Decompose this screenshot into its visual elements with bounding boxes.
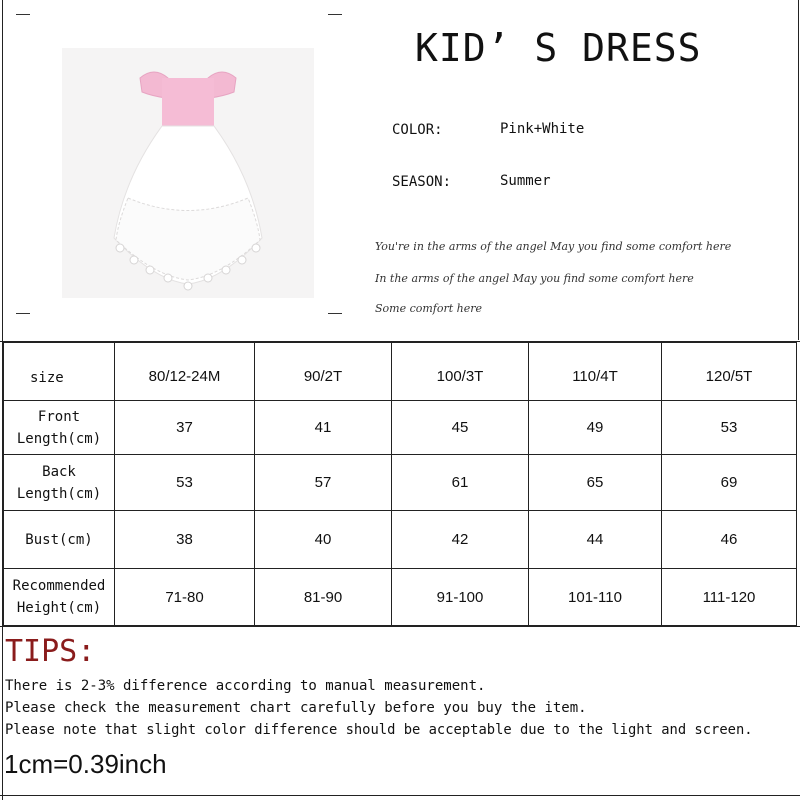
table-cell: 65 bbox=[529, 455, 662, 511]
table-cell: 45 bbox=[392, 401, 529, 455]
table-header-row bbox=[4, 343, 797, 401]
table-cell: 53 bbox=[115, 455, 255, 511]
header-cell-size: size bbox=[4, 343, 115, 401]
header-cell-size-option: 80/12-24M bbox=[115, 343, 255, 401]
slogan-line: In the arms of the angel May you find some comfort here bbox=[375, 272, 694, 285]
tip-line: Please check the measurement chart carefully before you buy the item. bbox=[5, 700, 587, 716]
table-row bbox=[4, 401, 797, 455]
table-cell: 49 bbox=[529, 401, 662, 455]
row-label-line: Height(cm) bbox=[16, 600, 102, 616]
table-cell: 57 bbox=[255, 455, 392, 511]
header-cell-size-option: 90/2T bbox=[255, 343, 392, 401]
table-cell: 61 bbox=[392, 455, 529, 511]
table-cell: 71-80 bbox=[115, 569, 255, 626]
row-label-line: Recommended bbox=[12, 578, 106, 594]
dress-photo bbox=[62, 48, 314, 298]
footer-divider bbox=[0, 795, 800, 796]
product-photo-frame bbox=[16, 14, 342, 314]
row-label-line: Bust(cm) bbox=[25, 531, 93, 548]
header-cell-size-option: 110/4T bbox=[529, 343, 662, 401]
table-row bbox=[4, 569, 797, 626]
table-bottom-divider bbox=[0, 626, 800, 627]
slogan-line: You're in the arms of the angel May you find some comfort here bbox=[375, 240, 732, 253]
table-cell: 38 bbox=[115, 511, 255, 569]
dress-illustration bbox=[62, 48, 314, 298]
tips-heading: TIPS: bbox=[5, 634, 96, 669]
table-cell: 42 bbox=[392, 511, 529, 569]
row-label-line: Front bbox=[37, 408, 81, 425]
row-label-back-length bbox=[4, 455, 115, 511]
table-cell: 41 bbox=[255, 401, 392, 455]
table-cell: 111-120 bbox=[662, 569, 797, 626]
row-label-line: Length(cm) bbox=[16, 485, 102, 502]
table-row bbox=[4, 511, 797, 569]
table-cell: 53 bbox=[662, 401, 797, 455]
unit-conversion: 1cm=0.39inch bbox=[4, 749, 167, 779]
table-cell: 69 bbox=[662, 455, 797, 511]
row-label-line: Length(cm) bbox=[16, 430, 102, 447]
tip-line: Please note that slight color difference should be acceptable due to the light and screen. bbox=[5, 722, 753, 738]
table-cell: 37 bbox=[115, 401, 255, 455]
product-title: KID’ S DRESS bbox=[415, 26, 702, 70]
table-cell: 101-110 bbox=[529, 569, 662, 626]
table-cell: 44 bbox=[529, 511, 662, 569]
table-cell: 81-90 bbox=[255, 569, 392, 626]
row-label-recommended-height bbox=[4, 569, 115, 626]
frame-right-line bbox=[798, 0, 799, 340]
row-label-bust bbox=[4, 511, 115, 569]
table-row bbox=[4, 455, 797, 511]
color-label: COLOR: bbox=[392, 122, 443, 138]
season-value: Summer bbox=[500, 173, 551, 189]
table-cell: 91-100 bbox=[392, 569, 529, 626]
table-cell: 40 bbox=[255, 511, 392, 569]
season-label: SEASON: bbox=[392, 174, 452, 190]
row-label-front-length bbox=[4, 401, 115, 455]
slogan-line: Some comfort here bbox=[375, 302, 483, 315]
table-cell: 46 bbox=[662, 511, 797, 569]
header-cell-size-option: 100/3T bbox=[392, 343, 529, 401]
tip-line: There is 2-3% difference according to manual measurement. bbox=[5, 678, 486, 694]
size-chart-table bbox=[3, 342, 797, 626]
row-label-line: Back bbox=[42, 463, 76, 480]
color-value: Pink+White bbox=[500, 121, 585, 137]
header-cell-size-option: 120/5T bbox=[662, 343, 797, 401]
